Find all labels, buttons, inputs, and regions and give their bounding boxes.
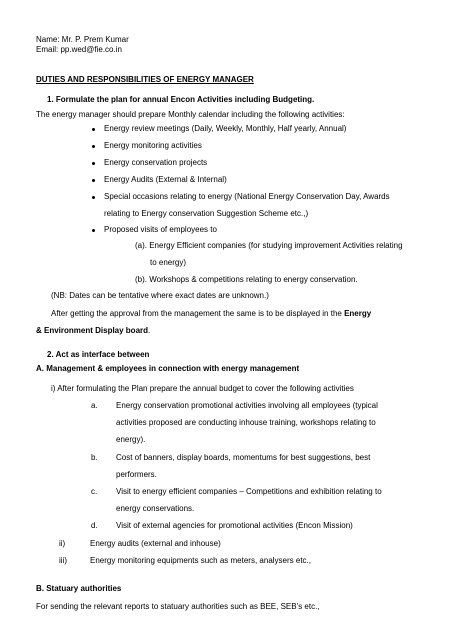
bullet-item-continuation: relating to Energy conservation Suggestion Scheme etc.,) [104, 209, 309, 218]
list-item-continuation: activities proposed are conducting inhouse training, workshops relating to [116, 418, 376, 427]
list-item: Energy conservation promotional activities involving all employees (typical [116, 401, 378, 410]
bullet-item: Proposed visits of employees to [104, 225, 217, 234]
list-item-continuation: energy). [116, 435, 146, 444]
list-item-continuation: energy conservations. [116, 504, 195, 513]
bullet-icon [92, 179, 95, 182]
author-name: Name: Mr. P. Prem Kumar [36, 35, 129, 44]
bullet-item: Energy Audits (External & Internal) [104, 175, 227, 184]
bullet-item: Special occasions relating to energy (National Energy Conservation Day, Awards [104, 192, 390, 201]
section-b-text: For sending the relevant reports to statuary authorities such as BEE, SEB’s etc., [36, 602, 320, 611]
roman-label: iii) [59, 556, 67, 565]
visit-item-b: (b). Workshops & competitions relating to energy conservation. [135, 275, 358, 284]
roman-label: ii) [59, 539, 66, 548]
nb-note: (NB: Dates can be tentative where exact dates are unknown.) [51, 291, 269, 300]
bullet-icon [92, 145, 95, 148]
list-label: d. [91, 521, 98, 530]
section-2a-heading: A. Management & employees in connection with energy management [36, 364, 300, 373]
bullet-item: Energy monitoring activities [104, 141, 202, 150]
approval-line: After getting the approval from the management the same is to be displayed in the Energy [51, 309, 372, 318]
list-item: Visit to energy efficient companies – Competitions and exhibition relating to [116, 487, 382, 496]
bullet-item: Energy conservation projects [104, 158, 208, 167]
document-title: DUTIES AND RESPONSIBILITIES OF ENERGY MANAGER [36, 75, 254, 84]
list-label: b. [91, 453, 98, 462]
section-1-heading: 1. Formulate the plan for annual Encon Activities including Budgeting. [47, 95, 315, 104]
bullet-icon [92, 162, 95, 165]
visit-item-a-continuation: to energy) [150, 258, 187, 267]
roman-item: Energy audits (external and inhouse) [90, 539, 221, 548]
bullet-icon [92, 128, 95, 131]
section-2-heading: 2. Act as interface between [47, 350, 150, 359]
bullet-item: Energy review meetings (Daily, Weekly, Monthly, Half yearly, Annual) [104, 124, 347, 133]
roman-item: Energy monitoring equipments such as meters, analysers etc., [90, 556, 311, 565]
approval-line-continuation: & Environment Display board. [36, 326, 151, 335]
section-1-intro: The energy manager should prepare Monthly calendar including the following activities: [36, 110, 345, 119]
list-item: Visit of external agencies for promotional activities (Encon Mission) [116, 521, 353, 530]
budget-intro: i) After formulating the Plan prepare the annual budget to cover the following activities [51, 384, 354, 393]
bullet-icon [92, 229, 95, 232]
bullet-icon [92, 196, 95, 199]
list-label: c. [91, 487, 98, 496]
list-label: a. [91, 401, 98, 410]
visit-item-a: (a). Energy Efficient companies (for studying improvement Activities relating [135, 241, 403, 250]
list-item: Cost of banners, display boards, momentums for best suggestions, best [116, 453, 371, 462]
list-item-continuation: performers. [116, 470, 157, 479]
author-email: Email: pp.wed@fie.co.in [36, 45, 122, 54]
section-b-heading: B. Statuary authorities [36, 584, 122, 593]
